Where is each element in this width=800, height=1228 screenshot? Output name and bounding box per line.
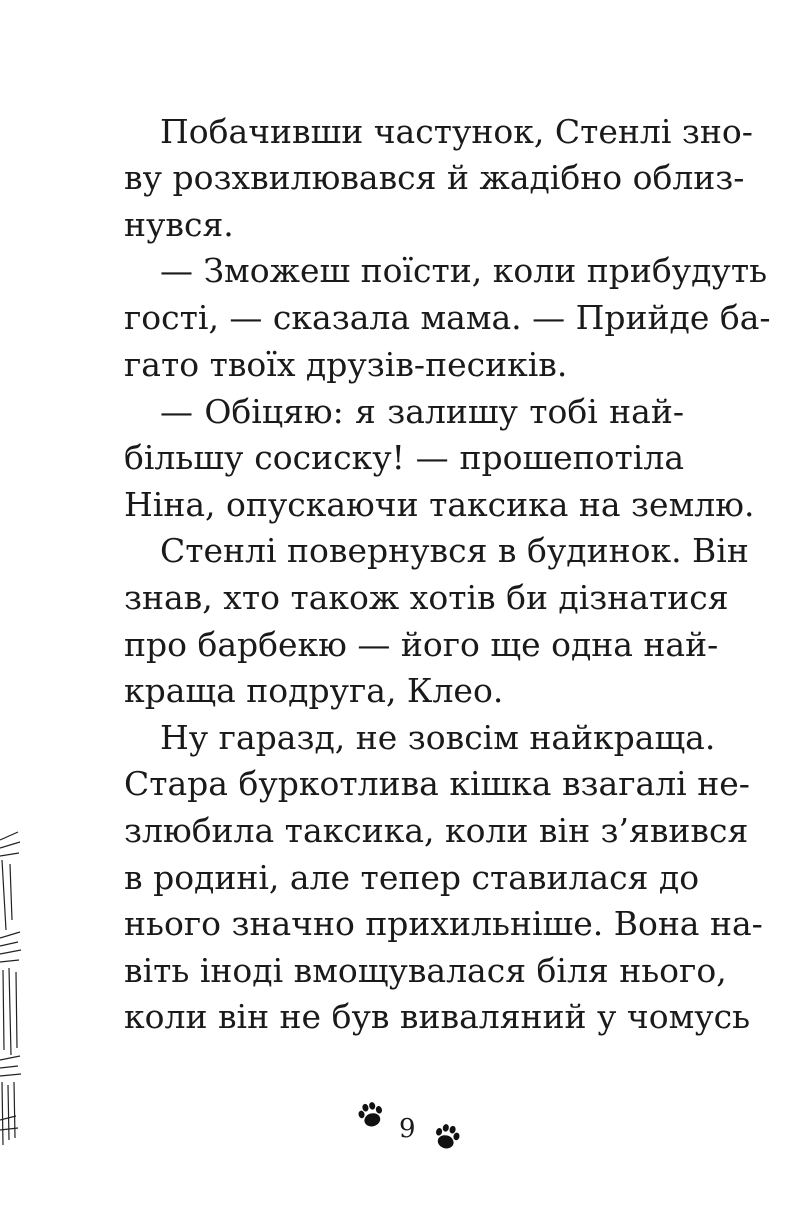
paw-print-icon <box>432 1122 462 1152</box>
text-line: нього значно прихильніше. Вона на- <box>124 904 763 943</box>
text-line: нувся. <box>124 205 234 244</box>
text-line: Ну гаразд, не зовсім найкраща. <box>160 718 716 757</box>
text-line: Побачивши частунок, Стенлі зно- <box>160 112 753 151</box>
text-line: краща подруга, Клео. <box>124 671 504 710</box>
text-line: ву розхвилювався й жадібно облиз- <box>124 158 745 197</box>
text-line: віть іноді вмощувалася біля нього, <box>124 951 727 990</box>
text-line: Ніна, опускаючи таксика на землю. <box>124 485 755 524</box>
text-line: про барбекю — його ще одна най- <box>124 625 719 664</box>
page-footer <box>0 1100 800 1160</box>
text-line: злюбила таксика, коли він з’явився <box>124 811 749 850</box>
text-line: — Зможеш поїсти, коли прибудуть <box>160 251 768 290</box>
text-line: гато твоїх друзів-песиків. <box>124 345 568 384</box>
text-line: гості, — сказала мама. — Прийде ба- <box>124 298 771 337</box>
sketch-illustration-edge <box>0 820 22 1150</box>
paw-print-icon <box>356 1100 386 1130</box>
text-line: Стара буркотлива кішка взагалі не- <box>124 764 750 803</box>
text-line: коли він не був виваляний у чомусь <box>124 997 751 1036</box>
text-line: знав, хто також хотів би дізнатися <box>124 578 729 617</box>
page-number: 9 <box>399 1114 416 1144</box>
text-line: більшу сосиску! — прошепотіла <box>124 438 684 477</box>
text-line: Стенлі повернувся в будинок. Він <box>160 531 749 570</box>
text-line: — Обіцяю: я залишу тобі най- <box>160 392 684 431</box>
text-line: в родині, але тепер ставилася до <box>124 858 700 897</box>
